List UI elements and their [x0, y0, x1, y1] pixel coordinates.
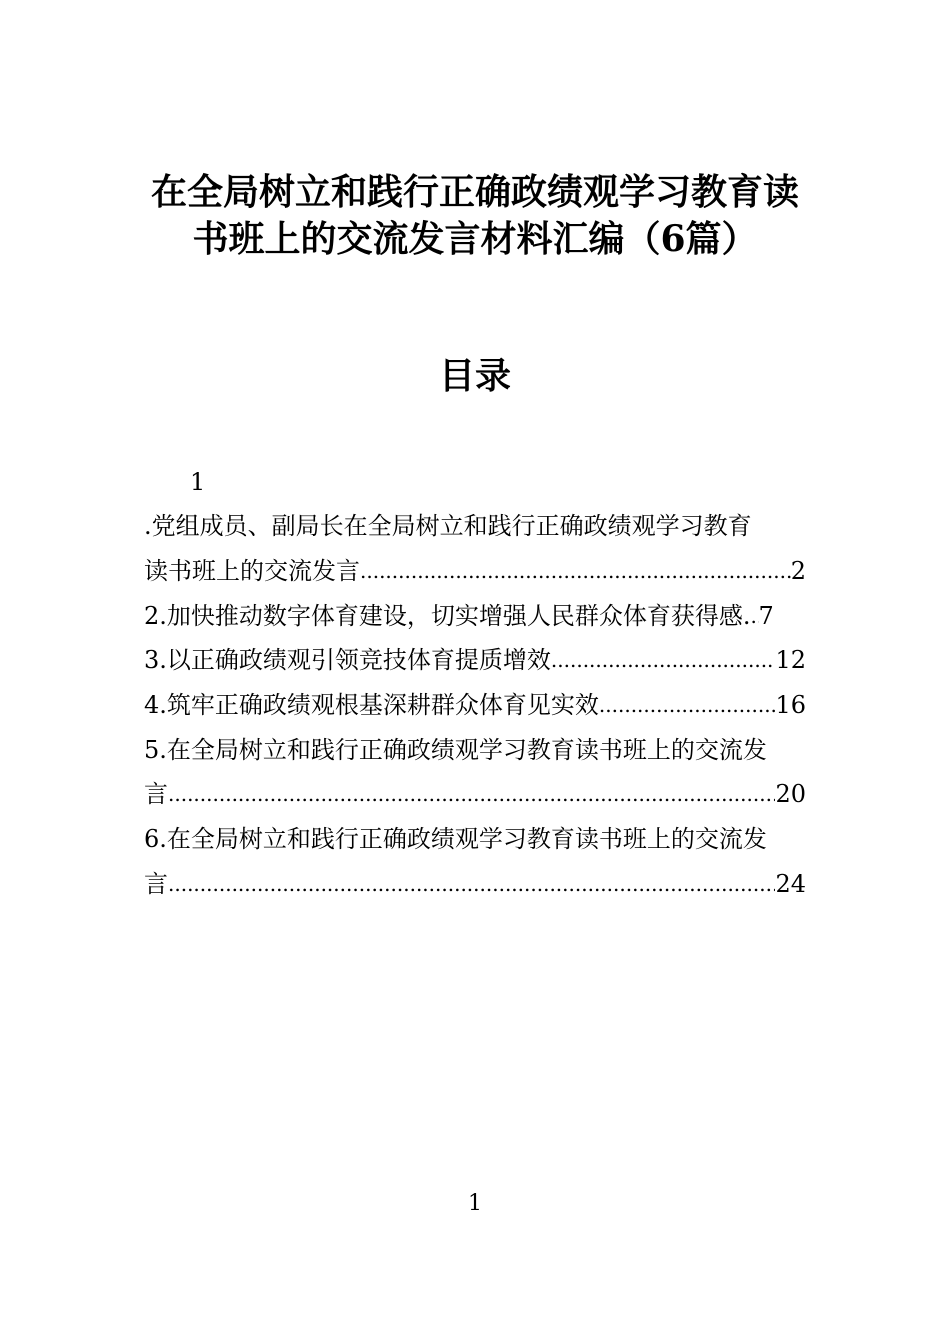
toc-entry-6-line-2[interactable]	[144, 868, 806, 900]
toc-leader-dots	[599, 689, 776, 721]
toc-entry-6-text: 言	[144, 870, 168, 898]
toc-leader-dots	[551, 644, 776, 676]
toc-entry-2[interactable]	[144, 600, 806, 632]
toc-entry-5-page: 20	[775, 780, 806, 808]
document-title-line-1: 在全局树立和践行正确政绩观学习教育读	[150, 171, 799, 213]
toc-entry-2-text: 2.加快推动数字体育建设，切实增强人民群众体育获得感.	[144, 602, 751, 630]
toc-entry-4-page: 16	[775, 691, 806, 719]
toc-leader-dots	[751, 600, 759, 632]
toc-entry-3[interactable]	[144, 644, 806, 676]
toc-leader-dots	[168, 778, 775, 810]
toc-entry-5-line-1[interactable]: 5.在全局树立和践行正确政绩观学习教育读书班上的交流发	[144, 736, 767, 764]
toc-entry-1-line-2[interactable]	[144, 555, 806, 587]
toc-heading: 目录	[438, 355, 511, 397]
toc-entry-1-number: 1	[190, 468, 206, 496]
toc-entry-5-text: 言	[144, 780, 168, 808]
toc-entry-6-page: 24	[775, 870, 806, 898]
toc-entry-4[interactable]	[144, 689, 806, 721]
toc-entry-4-text: 4.筑牢正确政绩观根基深耕群众体育见实效	[144, 691, 599, 719]
toc-entry-2-page: 7	[758, 602, 774, 630]
toc-leader-dots	[360, 555, 791, 587]
toc-entry-3-text: 3.以正确政绩观引领竞技体育提质增效	[144, 646, 551, 674]
toc-entry-1-page: 2	[790, 557, 806, 585]
toc-entry-5-line-2[interactable]	[144, 778, 806, 810]
toc-entry-3-page: 12	[775, 646, 806, 674]
document-title-line-2: 书班上的交流发言材料汇编（6篇）	[192, 218, 758, 260]
toc-leader-dots	[168, 868, 775, 900]
toc-entry-1-text: 读书班上的交流发言	[144, 557, 360, 585]
toc-entry-6-line-1[interactable]: 6.在全局树立和践行正确政绩观学习教育读书班上的交流发	[144, 825, 767, 853]
toc-entry-1-line-1[interactable]: .党组成员、副局长在全局树立和践行正确政绩观学习教育	[144, 512, 752, 540]
footer-page-number: 1	[468, 1191, 482, 1216]
